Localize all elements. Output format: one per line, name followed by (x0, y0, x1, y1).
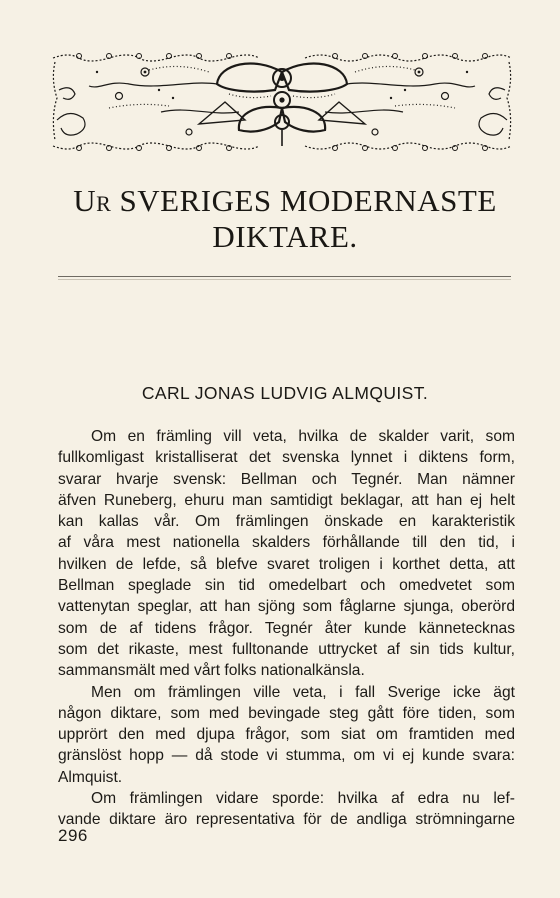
body-line: sammansmält med vårt folks nationalkänsla. (58, 662, 365, 680)
body-line: Almquist. (58, 768, 123, 786)
body-line: upprört den med djupa frågor, som siat om framtiden med (58, 726, 515, 744)
body-line: kan kallas vår. Om främlingen önskade en karakteristik (58, 513, 515, 531)
title-rule-shadow (58, 279, 511, 280)
body-text (58, 426, 515, 831)
title-smallcap: R (96, 191, 112, 216)
body-line: Bellman speglade sin tid omedelbart och omedvetet som (58, 577, 515, 595)
body-line: Om främlingen vidare sporde: hvilka af edra nu lef- (91, 790, 515, 808)
body-line: svarar hvarje svensk: Bellman och Tegnér. Man nämner (58, 470, 515, 488)
body-line: fullkomligast kristalliserat det svenska lynnet i diktens form, (58, 449, 515, 467)
chapter-title-line-2: DIKTARE. (212, 219, 358, 254)
body-line: af våra mest nationella skalders förhållande till den tid, i (58, 534, 515, 552)
body-line: äfven Runeberg, ehuru man samtidigt beklagar, att han ej helt (58, 491, 515, 509)
title-initial: U (73, 183, 97, 218)
body-line: vattenytan speglar, att han sjöng som fåglarne sjunga, oberörd (58, 598, 515, 616)
body-line: vande diktare äro representativa för de andliga strömningarne (58, 811, 515, 829)
section-heading: CARL JONAS LUDVIG ALMQUIST. (141, 383, 429, 403)
body-line: Om en främling vill veta, hvilka de skalder varit, som (91, 428, 515, 445)
body-line: någon diktare, som med bevingade steg gått före tiden, som (58, 704, 515, 722)
body-line: gränslöst hopp — då stode vi stumma, om vi ej kunde svara: (58, 747, 515, 765)
body-line: Men om främlingen ville veta, i fall Sverige icke ägt (91, 683, 515, 701)
body-line: som det rikaste, mest fulltonande uttrycket af sin tids kultur, (58, 640, 515, 658)
title-text: SVERIGES MODERNASTE (119, 183, 497, 218)
title-rule (58, 276, 511, 277)
body-line: hvilken de lefde, så blefve svaret troligen i korthet detta, att (58, 555, 515, 573)
page-number: 296 (58, 826, 88, 845)
body-line: som de af tidens frågor. Tegnér åter kunde kännetecknas (58, 619, 515, 637)
decorative-headpiece-ornament (49, 50, 515, 154)
